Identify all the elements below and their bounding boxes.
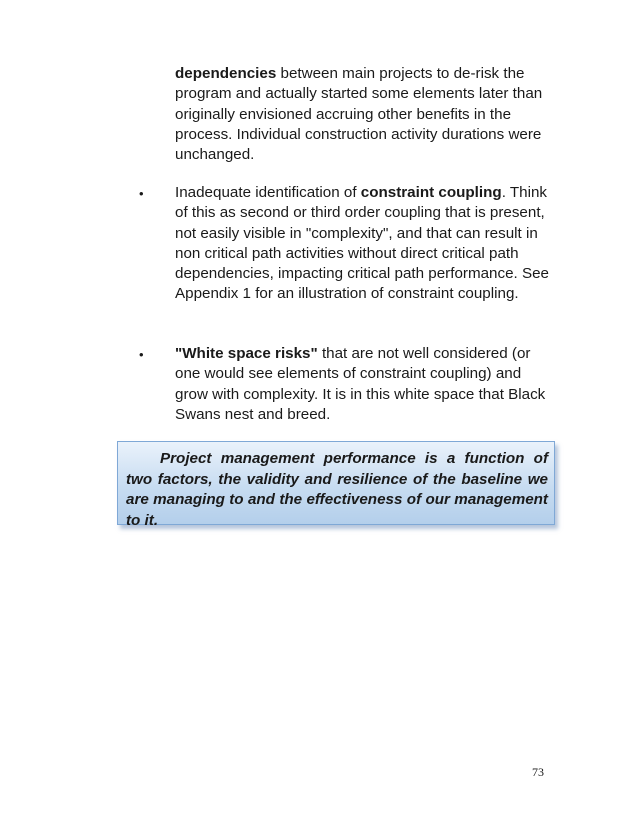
bold-term: constraint coupling [360,184,502,201]
bold-term: "White space risks" [175,345,318,362]
callout-box [117,441,555,529]
paragraph-white-space-risks [175,344,555,425]
paragraph-text: between main projects to de-risk the program and actually started some elements later than originally envisioned accruing other benefits in the process. Individual construction activity durations were unchanged. [175,65,543,164]
bullet-icon: • [139,186,144,201]
bullet-icon: • [139,347,144,362]
paragraph-constraint-coupling [175,183,555,305]
bold-term: dependencies [175,65,277,82]
page-number: 73 [532,765,544,779]
paragraph-text: Inadequate identification of [175,184,361,201]
callout-text: Project management performance is a function of two factors, the validity and resilience of the baseline we are managing to and the effectiveness of our management to it. [126,450,548,529]
paragraph-text: . Think of this as second or third order coupling that is present, not easily visible in "complexity", and that can result in non critical path activities without direct critical path dependencies, impacting critical path performance. See Appendix 1 for an illustration of constraint coupling. [175,184,549,303]
paragraph-dependencies [175,64,555,165]
paragraph-text: that are not well considered (or one would see elements of constraint coupling) and grow with complexity. It is in this white space that Black Swans nest and breed. [175,345,546,423]
